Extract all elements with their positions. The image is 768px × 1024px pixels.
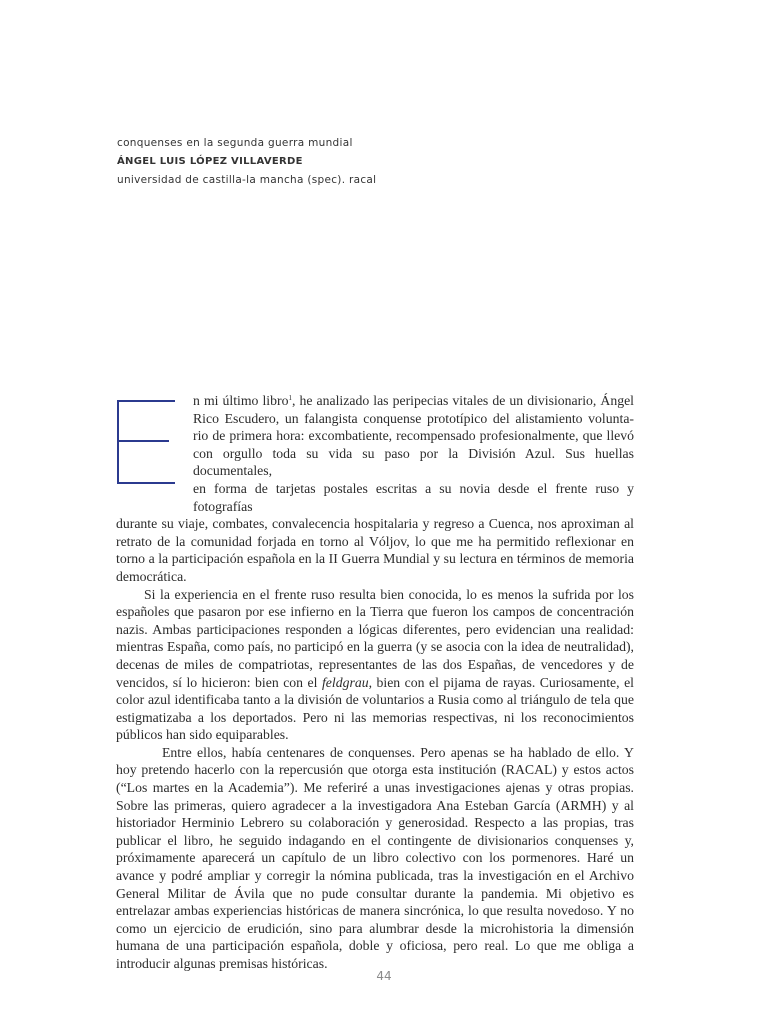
paragraph-3: Entre ellos, había centenares de conquenses. Pero apenas se ha hablado de ello. Y hoy pretendo hacerlo con la repercusión que otorga esta institución (RACAL) y estos actos (“Los martes en la Academia”). Me referiré a unas investigaciones ajenas y otras propias. Sobre las primeras, quiero agradecer a la investigadora Ana Esteban García (ARMH) y al historiador Herminio Lebrero su colaboración y generosidad. Respecto a las propias, tras publicar el libro, he seguido indagando en el contingente de divisionarios conquenses y, próximamente aparecerá un capítulo de un libro colectivo con los pormenores. Haré un avance y podré ampliar y corregir la nómina publicada, tras la investigación en el Archivo General Militar de Ávila que no pude consultar durante la pandemia. Mi objetivo es entrelazar ambas experiencias históricas de manera sincrónica, lo que resulta novedoso. Y no como un ejercicio de erudición, sino para alumbrar desde la microhistoria la dimensión humana de una participación española, doble y oficiosa, pero real. Lo que me obliga a introducir algunas premisas históricas.	[116, 744, 634, 971]
paragraph-1-line-3: rio de primera hora: excombatiente, recompensado profesionalmente, que llevó	[193, 428, 634, 444]
paragraph-2: Si la experiencia en el frente ruso resulta bien conocida, lo es menos la sufrida por los españoles que pasaron por ese infierno en la Tierra que fueron los campos de concentración nazis. Ambas participaciones responden a lógicas diferentes, pero evidencian una realidad: mientras España, como país, no participó en la guerra (y se asocia con la idea de neutralidad), decenas de miles de compatriotas, representantes de las dos Españas, de vencedores y de vencidos, sí lo hicieron: bien con el feldgrau, bien con el pijama de rayas. Curiosamente, el color azul identificaba tanto a la división de voluntarios a Rusia como al triángulo de tela que estigmatizaba a los deportados. Pero ni las memorias respectivas, ni los reconocimientos públicos han sido equiparables.	[116, 586, 634, 743]
paragraph-1-line-5: en forma de tarjetas postales escritas a su novia desde el frente ruso y fotografías	[193, 480, 634, 514]
paragraph-1-rest: durante su viaje, combates, convalecencia hospitalaria y regreso a Cuenca, nos aproximan al retrato de la comunidad forjada en torno al Vóljov, lo que me ha permitido reflexionar en torno a la participación española en la II Guerra Mundial y su lectura en términos de memoria democrática.	[116, 516, 634, 584]
footnote-marker[interactable]: 1	[288, 394, 292, 402]
running-header	[117, 134, 677, 190]
paragraph-1-line-4: con orgullo toda su vida su paso por la División Azul. Sus huellas documentales,	[193, 445, 634, 479]
article-body	[116, 392, 634, 973]
header-affiliation: universidad de castilla-la mancha (spec). racal	[117, 174, 377, 186]
feldgrau-term: feldgrau	[321, 674, 369, 690]
page-number: 44	[376, 969, 392, 983]
paragraph-1-line-1: n mi último libro$^1$, he analizado las peripecias vitales de un divisionario, Ángel	[193, 393, 635, 408]
paragraph-1	[116, 392, 634, 586]
header-author: ÁNGEL LUIS LÓPEZ VILLAVERDE	[117, 155, 303, 167]
paragraph-1-line-2: Rico Escudero, un falangista conquense prototípico del alistamiento volunta-	[193, 410, 634, 426]
header-title: conquenses en la segunda guerra mundial	[117, 137, 353, 149]
